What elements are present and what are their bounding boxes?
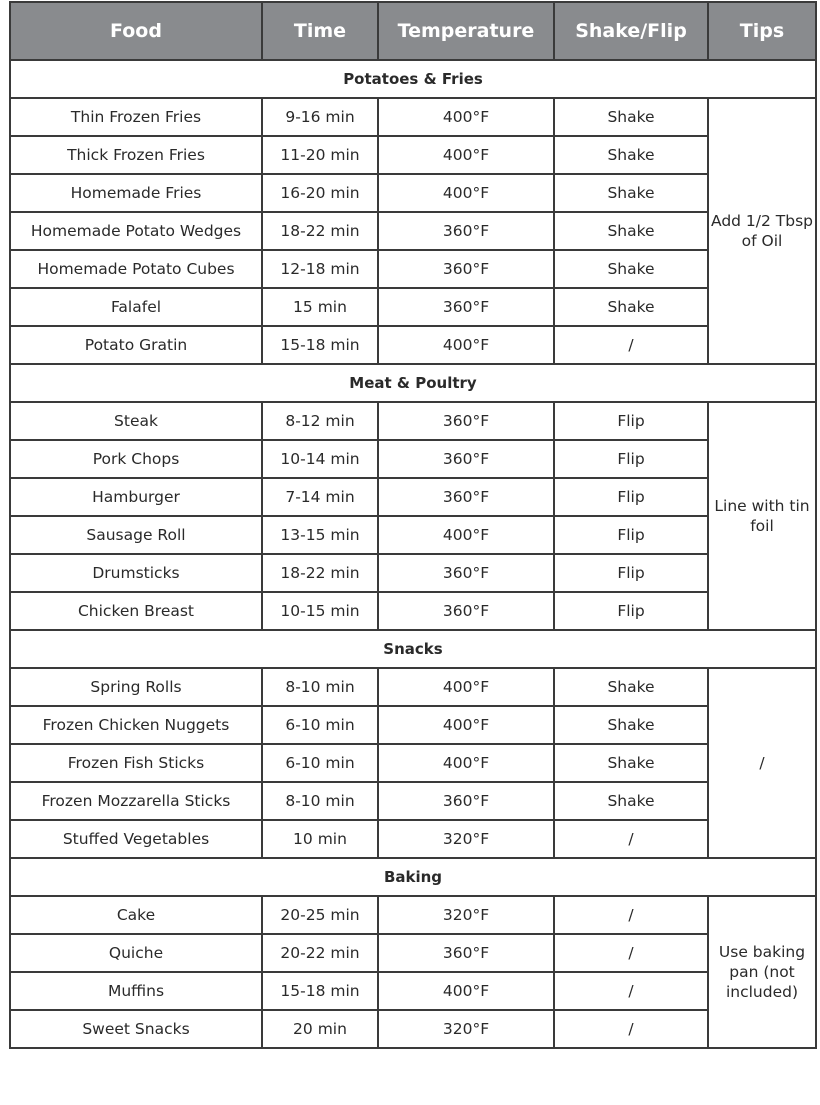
table-row [10, 402, 816, 440]
temperature-cell: 360°F [378, 478, 554, 516]
section-title: Baking [10, 858, 816, 896]
temperature-cell: 360°F [378, 288, 554, 326]
header-temperature: Temperature [378, 2, 554, 60]
time-cell: 9-16 min [262, 98, 378, 136]
shake-flip-cell: Shake [554, 136, 708, 174]
time-cell: 8-10 min [262, 782, 378, 820]
table-row [10, 326, 816, 364]
table-row [10, 250, 816, 288]
time-cell: 16-20 min [262, 174, 378, 212]
food-cell: Thick Frozen Fries [10, 136, 262, 174]
tips-cell: Line with tin foil [708, 402, 816, 630]
temperature-cell: 400°F [378, 972, 554, 1010]
shake-flip-cell: Flip [554, 592, 708, 630]
food-cell: Hamburger [10, 478, 262, 516]
temperature-cell: 320°F [378, 896, 554, 934]
temperature-cell: 360°F [378, 402, 554, 440]
time-cell: 15 min [262, 288, 378, 326]
temperature-cell: 400°F [378, 744, 554, 782]
temperature-cell: 400°F [378, 136, 554, 174]
table-row [10, 516, 816, 554]
time-cell: 8-10 min [262, 668, 378, 706]
time-cell: 10-14 min [262, 440, 378, 478]
time-cell: 10-15 min [262, 592, 378, 630]
temperature-cell: 400°F [378, 174, 554, 212]
tips-cell: / [708, 668, 816, 858]
shake-flip-cell: Shake [554, 706, 708, 744]
shake-flip-cell: Shake [554, 668, 708, 706]
temperature-cell: 360°F [378, 782, 554, 820]
table-row [10, 440, 816, 478]
temperature-cell: 400°F [378, 706, 554, 744]
tips-cell: Add 1/2 Tbsp of Oil [708, 98, 816, 364]
time-cell: 20-22 min [262, 934, 378, 972]
table-row [10, 554, 816, 592]
shake-flip-cell: Shake [554, 782, 708, 820]
shake-flip-cell: / [554, 326, 708, 364]
time-cell: 15-18 min [262, 326, 378, 364]
section-title: Meat & Poultry [10, 364, 816, 402]
section-title: Snacks [10, 630, 816, 668]
cooking-chart-table [9, 1, 817, 1049]
shake-flip-cell: / [554, 1010, 708, 1048]
food-cell: Falafel [10, 288, 262, 326]
food-cell: Homemade Fries [10, 174, 262, 212]
shake-flip-cell: Flip [554, 516, 708, 554]
shake-flip-cell: Shake [554, 98, 708, 136]
temperature-cell: 360°F [378, 212, 554, 250]
time-cell: 20-25 min [262, 896, 378, 934]
food-cell: Drumsticks [10, 554, 262, 592]
time-cell: 6-10 min [262, 706, 378, 744]
shake-flip-cell: Flip [554, 478, 708, 516]
section-row [10, 630, 816, 668]
time-cell: 12-18 min [262, 250, 378, 288]
food-cell: Potato Gratin [10, 326, 262, 364]
food-cell: Thin Frozen Fries [10, 98, 262, 136]
time-cell: 15-18 min [262, 972, 378, 1010]
temperature-cell: 360°F [378, 440, 554, 478]
time-cell: 13-15 min [262, 516, 378, 554]
time-cell: 20 min [262, 1010, 378, 1048]
food-cell: Homemade Potato Wedges [10, 212, 262, 250]
food-cell: Frozen Chicken Nuggets [10, 706, 262, 744]
shake-flip-cell: Shake [554, 174, 708, 212]
shake-flip-cell: Shake [554, 744, 708, 782]
temperature-cell: 400°F [378, 516, 554, 554]
shake-flip-cell: Shake [554, 288, 708, 326]
food-cell: Quiche [10, 934, 262, 972]
table-header [10, 2, 816, 60]
time-cell: 8-12 min [262, 402, 378, 440]
food-cell: Steak [10, 402, 262, 440]
section-row [10, 364, 816, 402]
food-cell: Frozen Fish Sticks [10, 744, 262, 782]
shake-flip-cell: / [554, 820, 708, 858]
time-cell: 6-10 min [262, 744, 378, 782]
shake-flip-cell: / [554, 896, 708, 934]
food-cell: Homemade Potato Cubes [10, 250, 262, 288]
table-row [10, 972, 816, 1010]
food-cell: Sweet Snacks [10, 1010, 262, 1048]
food-cell: Muffins [10, 972, 262, 1010]
section-row [10, 858, 816, 896]
header-shake-flip: Shake/Flip [554, 2, 708, 60]
table-row [10, 288, 816, 326]
shake-flip-cell: Shake [554, 212, 708, 250]
header-time: Time [262, 2, 378, 60]
food-cell: Frozen Mozzarella Sticks [10, 782, 262, 820]
food-cell: Pork Chops [10, 440, 262, 478]
food-cell: Spring Rolls [10, 668, 262, 706]
temperature-cell: 360°F [378, 554, 554, 592]
header-food: Food [10, 2, 262, 60]
shake-flip-cell: Flip [554, 554, 708, 592]
shake-flip-cell: Flip [554, 402, 708, 440]
tips-cell: Use baking pan (not included) [708, 896, 816, 1048]
table-row [10, 98, 816, 136]
table-row [10, 478, 816, 516]
time-cell: 7-14 min [262, 478, 378, 516]
temperature-cell: 320°F [378, 1010, 554, 1048]
table-row [10, 782, 816, 820]
time-cell: 18-22 min [262, 212, 378, 250]
shake-flip-cell: Flip [554, 440, 708, 478]
temperature-cell: 400°F [378, 326, 554, 364]
temperature-cell: 320°F [378, 820, 554, 858]
time-cell: 11-20 min [262, 136, 378, 174]
table-row [10, 896, 816, 934]
shake-flip-cell: / [554, 934, 708, 972]
food-cell: Chicken Breast [10, 592, 262, 630]
food-cell: Cake [10, 896, 262, 934]
table-row [10, 592, 816, 630]
table-row [10, 934, 816, 972]
table-row [10, 212, 816, 250]
table-row [10, 706, 816, 744]
temperature-cell: 400°F [378, 98, 554, 136]
food-cell: Stuffed Vegetables [10, 820, 262, 858]
table-row [10, 744, 816, 782]
table-body [10, 60, 816, 1048]
table-row [10, 1010, 816, 1048]
section-row [10, 60, 816, 98]
temperature-cell: 400°F [378, 668, 554, 706]
temperature-cell: 360°F [378, 592, 554, 630]
temperature-cell: 360°F [378, 934, 554, 972]
shake-flip-cell: Shake [554, 250, 708, 288]
time-cell: 18-22 min [262, 554, 378, 592]
table-row [10, 820, 816, 858]
food-cell: Sausage Roll [10, 516, 262, 554]
temperature-cell: 360°F [378, 250, 554, 288]
header-tips: Tips [708, 2, 816, 60]
time-cell: 10 min [262, 820, 378, 858]
table-row [10, 668, 816, 706]
shake-flip-cell: / [554, 972, 708, 1010]
table-row [10, 174, 816, 212]
section-title: Potatoes & Fries [10, 60, 816, 98]
table-row [10, 136, 816, 174]
